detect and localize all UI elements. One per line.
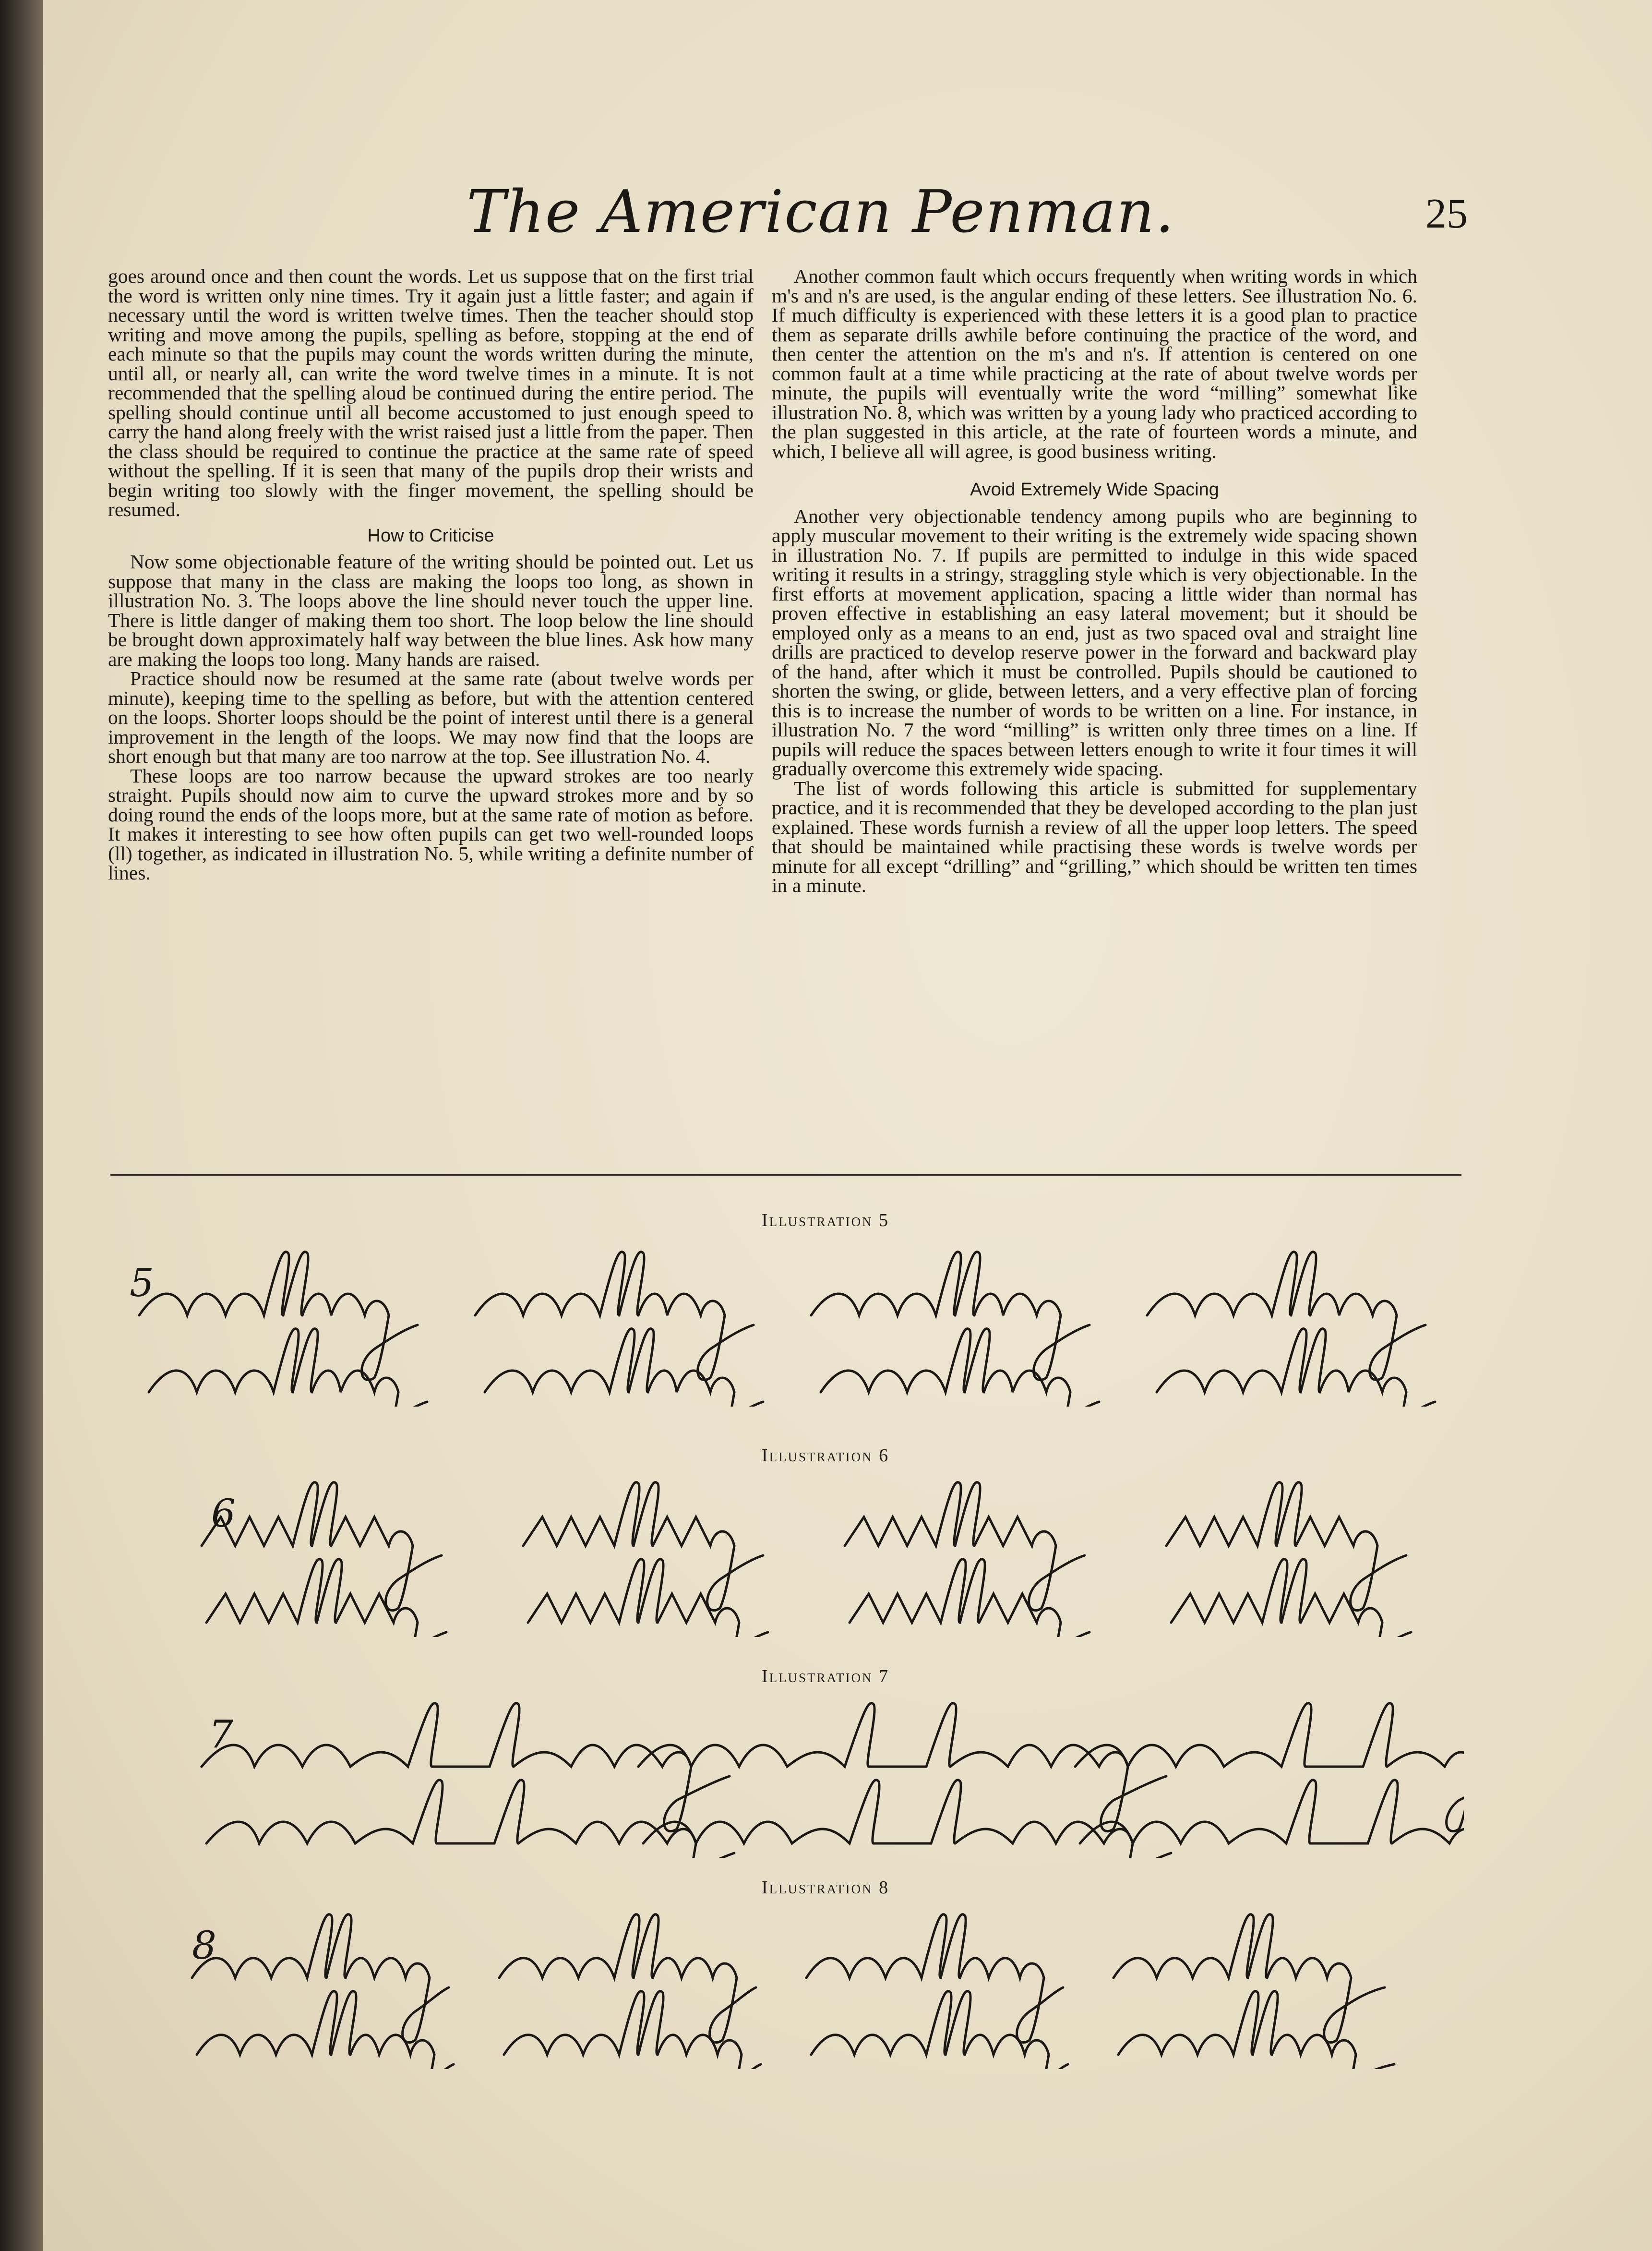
paragraph: Now some objectionable feature of the writing should be pointed out. Let us suppose that many in the class are making the loops too long, as shown in illustration No. 3. The loops above the line should never touch the upper line. There is little danger of making them too short. The loop below the line should be brought down approximately half way between the blue lines. Ask how many are making the loops too long. Many hands are raised. [108, 551, 754, 670]
illustration-caption: Illustration 6 [761, 1445, 890, 1466]
handwriting-sample-5 [110, 1243, 1464, 1407]
paragraph: The list of words following this article is submitted for supplementary practice, and it is recommended that they be developed according to the plan just explained. These words furnish a review of all the upper loop letters. The speed that should be maintained while practising these words is twelve words per minute for all except “drilling” and “grilling,” which should be written ten times in a minute. [772, 777, 1417, 896]
section-divider [110, 1174, 1461, 1176]
illustration-caption: Illustration 8 [761, 1878, 890, 1898]
right-column [772, 266, 1417, 895]
paragraph: Another common fault which occurs frequently when writing words in which m's and n's are used, is the angular ending of these letters. See illustration No. 6. If much difficulty is experienced with these letters it is a good plan to practice them as separate drills awhile before continuing the practice of the word, and then center the attention on the m's and n's. If attention is centered on one common fault at a time while practicing at the rate of about twelve words per minute, the pupils will eventually write the word “milling” somewhat like illustration No. 8, which was written by a young lady who practiced according to the plan suggested in this article, at the rate of fourteen words a minute, and which, I believe all will agree, is good business writing. [772, 265, 1417, 462]
page-number: 25 [1425, 191, 1468, 237]
left-column [108, 266, 754, 883]
illustration-number: 8 [192, 1923, 216, 1968]
handwriting-sample-7 [110, 1695, 1464, 1858]
illustration-caption: Illustration 5 [761, 1210, 890, 1230]
handwriting-sample-6 [110, 1474, 1464, 1637]
section-heading: How to Criticise [367, 525, 494, 546]
illustration-number: 5 [130, 1261, 154, 1305]
section-heading: Avoid Extremely Wide Spacing [970, 480, 1219, 500]
illustration-number: 7 [209, 1712, 233, 1757]
paragraph: goes around once and then count the words. Let us suppose that on the first trial the word is written only nine times. Try it again just a little faster; and again if necessary until the word is written twelve times. Then the teacher should stop writing and move among the pupils, spelling as before, stopping at the end of each minute so that the pupils may count the words written during the minute, until all, or nearly all, can write the word twelve times in a minute. It is not recommended that the spelling aloud be continued during the entire period. The spelling should continue until all become accustomed to just enough speed to carry the hand along freely with the wrist raised just a little from the paper. Then the class should be required to continue the practice at the same rate of speed without the spelling. If it is seen that many of the pupils drop their wrists and begin writing too slowly with the finger movement, the spelling should be resumed. [108, 265, 754, 520]
illustration-caption: Illustration 7 [761, 1666, 890, 1686]
masthead-title: The American Penman. [467, 178, 1175, 246]
paragraph: Practice should now be resumed at the same rate (about twelve words per minute), keeping time to the spelling as before, but with the attention centered on the loops. Shorter loops should be the point of interest until there is a general improvement in the length of the loops. We may now find that the loops are short enough but that many are too narrow at the top. See illustration No. 4. [108, 667, 754, 767]
paragraph: These loops are too narrow because the upward strokes are too nearly straight. Pupils should now aim to curve the upward strokes more and by so doing round the ends of the loops more, but at the same rate of motion as before. It makes it interesting to see how often pupils can get two well-rounded loops (ll) together, as indicated in illustration No. 5, while writing a definite number of lines. [108, 764, 754, 884]
handwriting-sample-8 [110, 1906, 1464, 2069]
illustration-number: 6 [211, 1491, 236, 1536]
paragraph: Another very objectionable tendency among pupils who are beginning to apply muscular movement to their writing is the extremely wide spacing shown in illustration No. 7. If pupils are permitted to indulge in this wide spaced writing it results in a stringy, straggling style which is very objectionable. In the first efforts at movement application, spacing a little wider than normal has proven effective in establishing an easy lateral movement; but it should be employed only as a means to an end, just as two spaced oval and straight line drills are practiced to develop reserve power in the forward and backward play of the hand, after which it must be controlled. Pupils should be cautioned to shorten the swing, or glide, between letters, and a very effective plan of forcing this is to increase the number of words to be written on a line. For instance, in illustration No. 7 the word “milling” is written only three times on a line. If pupils will reduce the spaces between letters enough to write it four times it will gradually overcome this extremely wide spacing. [772, 505, 1417, 780]
